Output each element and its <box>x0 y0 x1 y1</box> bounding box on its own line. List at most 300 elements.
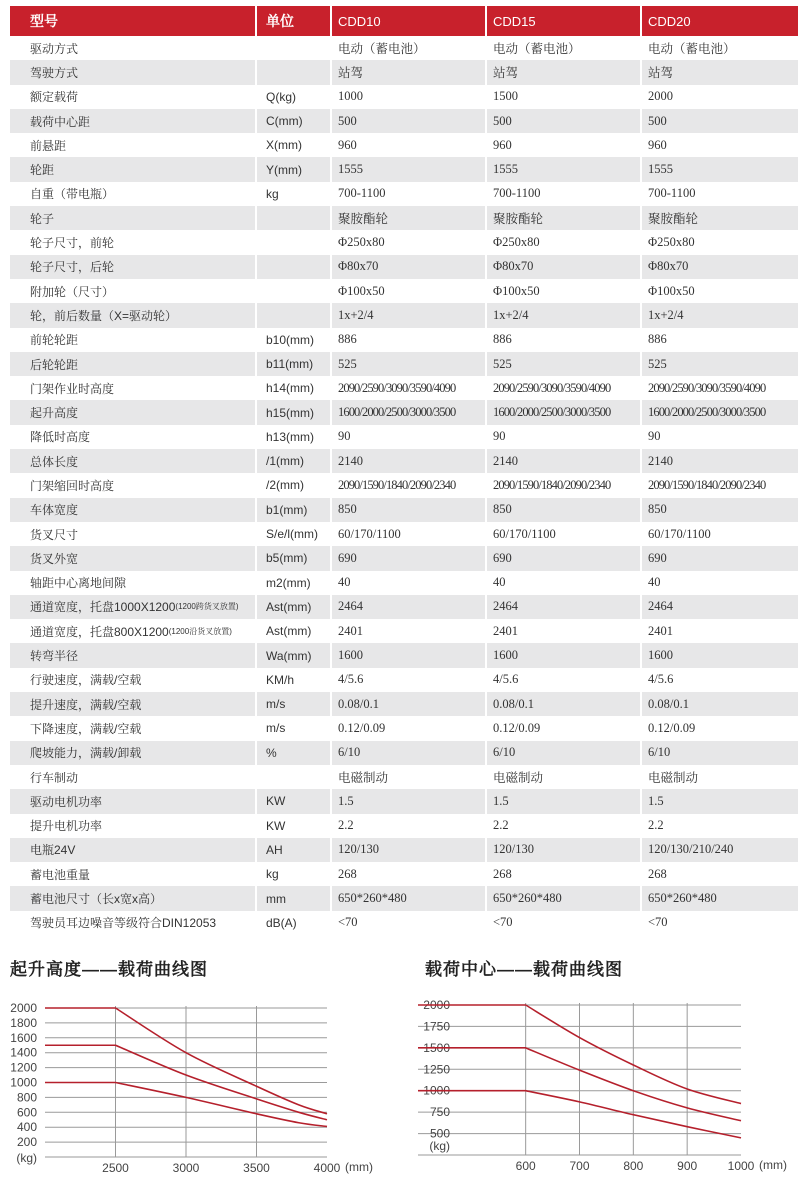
table-row <box>10 546 798 570</box>
table-row <box>10 498 798 522</box>
row-label <box>10 789 257 813</box>
row-value: 268 <box>648 866 667 881</box>
y-tick-label: 1600 <box>10 1030 37 1045</box>
table-row <box>10 133 798 157</box>
row-unit <box>257 279 332 303</box>
row-value: 886 <box>332 328 487 352</box>
row-label <box>10 133 257 157</box>
row-value: 690 <box>487 546 642 570</box>
row-label-text: 轮子 <box>30 211 55 226</box>
y-tick-label: 1000 <box>423 1083 450 1098</box>
row-value: 850 <box>487 498 642 522</box>
row-value: 690 <box>332 546 487 570</box>
row-value: 聚胺酯轮 <box>332 206 487 230</box>
row-value: 960 <box>487 133 642 157</box>
header-model-label: 型号 <box>10 6 257 36</box>
row-value: 120/130 <box>487 838 642 862</box>
table-row <box>10 279 798 303</box>
table-row <box>10 182 798 206</box>
table-row <box>10 814 798 838</box>
row-label <box>10 473 257 497</box>
row-value: 聚胺酯轮 <box>487 206 642 230</box>
row-value: 2.2 <box>487 814 642 838</box>
row-value: 960 <box>332 133 487 157</box>
row-value: 2464 <box>332 595 487 619</box>
row-value: 700-1100 <box>332 182 487 206</box>
row-value: 120/130 <box>332 838 487 862</box>
row-value: 1.5 <box>642 789 798 813</box>
table-row <box>10 619 798 643</box>
row-label-text: 附加轮（尺寸） <box>30 284 115 299</box>
row-label <box>10 279 257 303</box>
row-value: 2090/1590/1840/2090/2340 <box>487 473 642 497</box>
row-value: 850 <box>642 498 798 522</box>
row-unit <box>257 60 332 84</box>
row-value: 站驾 <box>332 60 487 84</box>
row-value: 0.12/0.09 <box>487 716 642 740</box>
row-label-text: 驾驶员耳边噪音等级符合DIN12053 <box>30 916 217 931</box>
row-value: 650*260*480 <box>332 886 487 910</box>
row-value: 1500 <box>487 85 642 109</box>
row-label-text: 轴距中心离地间隙 <box>30 576 127 591</box>
row-label <box>10 814 257 838</box>
row-value: 2401 <box>648 623 673 638</box>
table-row <box>10 230 798 254</box>
row-value: 60/170/1100 <box>648 526 711 541</box>
row-value: 886 <box>487 328 642 352</box>
row-unit: Wa(mm) <box>257 643 332 667</box>
row-value: 0.08/0.1 <box>642 692 798 716</box>
row-label <box>10 376 257 400</box>
table-row <box>10 595 798 619</box>
row-value: 1.5 <box>487 789 642 813</box>
table-row <box>10 352 798 376</box>
row-unit: m/s <box>257 692 332 716</box>
row-value: 40 <box>332 571 487 595</box>
row-value: 0.08/0.1 <box>487 692 642 716</box>
row-label <box>10 352 257 376</box>
row-value: 60/170/1100 <box>332 522 487 546</box>
row-label-note: (1200沿货叉放置) <box>168 626 232 636</box>
row-label <box>10 85 257 109</box>
row-label-text: 轮子尺寸，后轮 <box>30 260 115 275</box>
row-label-text: 行车制动 <box>30 770 79 785</box>
row-unit: m/s <box>257 716 332 740</box>
row-value: 90 <box>487 425 642 449</box>
row-unit: h14(mm) <box>257 376 332 400</box>
row-value: 886 <box>648 332 667 347</box>
row-value: 525 <box>332 352 487 376</box>
y-tick-label: 750 <box>429 1105 450 1120</box>
table-row <box>10 400 798 424</box>
row-value: <70 <box>487 911 642 935</box>
row-unit: m2(mm) <box>257 571 332 595</box>
x-tick-label: 3000 <box>172 1161 200 1175</box>
row-value: 90 <box>648 429 661 444</box>
row-value: 聚胺酯轮 <box>642 206 798 230</box>
row-label-text: 驾驶方式 <box>30 65 79 80</box>
row-value: 1x+2/4 <box>487 303 642 327</box>
row-label <box>10 36 257 60</box>
row-unit: Y(mm) <box>257 157 332 181</box>
row-label <box>10 182 257 206</box>
row-unit: Ast(mm) <box>257 595 332 619</box>
x-tick-label: 800 <box>623 1159 644 1173</box>
row-label-text: 轮，前后数量（X=驱动轮） <box>30 308 178 323</box>
row-label-text: 提升速度，满载/空载 <box>30 697 142 712</box>
row-label <box>10 765 257 789</box>
row-label <box>10 668 257 692</box>
x-axis-label: (mm) <box>759 1158 787 1172</box>
row-label <box>10 838 257 862</box>
row-label-text: 驱动方式 <box>30 41 79 56</box>
row-value: Φ250x80 <box>648 235 695 250</box>
row-value: 1555 <box>642 157 798 181</box>
header-cdd20: CDD20 <box>642 6 798 36</box>
row-value: 700-1100 <box>487 182 642 206</box>
row-value: 电磁制动 <box>648 771 699 786</box>
row-value: 500 <box>332 109 487 133</box>
row-value: Φ80x70 <box>332 255 487 279</box>
x-tick-label: 900 <box>677 1159 698 1173</box>
row-label-text: 起升高度 <box>30 406 79 421</box>
row-label <box>10 619 257 643</box>
row-value: <70 <box>648 915 668 930</box>
row-value: 0.08/0.1 <box>332 692 487 716</box>
table-row <box>10 668 798 692</box>
row-label <box>10 741 257 765</box>
row-value: 2090/2590/3090/3590/4090 <box>332 376 487 400</box>
row-label-note: (1200跨货叉放置) <box>175 602 239 612</box>
row-unit: % <box>257 741 332 765</box>
row-label-text: 货叉尺寸 <box>30 527 79 542</box>
row-value: 525 <box>642 352 798 376</box>
lift-height-load-chart <box>0 990 380 1190</box>
table-row <box>10 716 798 740</box>
row-unit: S/e/l(mm) <box>257 522 332 546</box>
row-label-text: 通道宽度，托盘800X1200 <box>30 624 169 639</box>
row-label <box>10 886 257 910</box>
row-label-text: 前轮轮距 <box>30 333 79 348</box>
row-value: 2140 <box>487 449 642 473</box>
row-label-text: 提升电机功率 <box>30 819 103 834</box>
table-row <box>10 328 798 352</box>
y-tick-label: 2000 <box>10 1001 37 1015</box>
row-unit <box>257 36 332 60</box>
row-unit: mm <box>257 886 332 910</box>
row-value: 1555 <box>487 157 642 181</box>
row-unit: h13(mm) <box>257 425 332 449</box>
row-unit: b10(mm) <box>257 328 332 352</box>
row-value: Φ100x50 <box>487 279 642 303</box>
row-value: Φ100x50 <box>648 283 695 298</box>
row-value: 1600/2000/2500/3000/3500 <box>332 400 487 424</box>
header-unit-label: 单位 <box>257 6 332 36</box>
table-row <box>10 376 798 400</box>
row-value: 2464 <box>642 595 798 619</box>
y-tick-label: 2000 <box>423 998 450 1012</box>
row-value: Φ250x80 <box>332 230 487 254</box>
left-chart-title: 起升高度——载荷曲线图 <box>10 960 208 979</box>
row-value: 2140 <box>332 449 487 473</box>
row-value: 1x+2/4 <box>332 303 487 327</box>
x-tick-label: 3500 <box>243 1161 270 1175</box>
row-unit: KM/h <box>257 668 332 692</box>
table-row <box>10 765 798 789</box>
y-tick-label: 1800 <box>10 1015 37 1030</box>
y-tick-label: 1500 <box>423 1040 450 1055</box>
row-label-text: 车体宽度 <box>30 503 79 518</box>
row-value: 2000 <box>648 89 673 104</box>
row-unit: kg <box>257 862 332 886</box>
row-unit: kg <box>257 182 332 206</box>
row-label <box>10 255 257 279</box>
y-tick-label: 1400 <box>10 1045 37 1060</box>
row-label-text: 降低时高度 <box>30 430 91 445</box>
row-value: 960 <box>648 137 667 152</box>
row-value: 268 <box>332 862 487 886</box>
row-unit: KW <box>257 789 332 813</box>
row-unit <box>257 230 332 254</box>
row-label-text: 总体长度 <box>30 454 79 469</box>
row-unit <box>257 206 332 230</box>
row-value: 1600/2000/2500/3000/3500 <box>487 400 642 424</box>
row-value: 2090/1590/1840/2090/2340 <box>648 477 766 492</box>
x-tick-label: 4000 <box>313 1161 341 1175</box>
row-label-text: 驱动电机功率 <box>30 794 103 809</box>
row-unit <box>257 303 332 327</box>
row-label-text: 额定载荷 <box>30 90 79 105</box>
spec-table <box>10 6 798 935</box>
row-label <box>10 230 257 254</box>
row-label <box>10 522 257 546</box>
row-value: 40 <box>648 575 661 590</box>
row-value: 4/5.6 <box>487 668 642 692</box>
row-unit: X(mm) <box>257 133 332 157</box>
row-label <box>10 303 257 327</box>
table-row <box>10 255 798 279</box>
row-value: 650*260*480 <box>487 886 642 910</box>
table-row <box>10 838 798 862</box>
row-value: 站驾 <box>642 60 798 84</box>
row-label-text: 行驶速度，满载/空载 <box>30 673 142 688</box>
row-label-text: 电瓶24V <box>30 843 76 858</box>
y-axis-label: (kg) <box>16 1151 37 1165</box>
row-unit: C(mm) <box>257 109 332 133</box>
row-value: 90 <box>332 425 487 449</box>
row-label-text: 转弯半径 <box>30 649 79 664</box>
row-label-text: 爬坡能力，满载/卸载 <box>30 746 142 761</box>
header-cdd10: CDD10 <box>332 6 487 36</box>
x-tick-label: 700 <box>569 1159 590 1173</box>
table-row <box>10 522 798 546</box>
row-value: 500 <box>642 109 798 133</box>
row-label <box>10 328 257 352</box>
row-value: 4/5.6 <box>648 672 674 687</box>
row-value: 2401 <box>332 619 487 643</box>
row-label-text: 门架作业时高度 <box>30 381 115 396</box>
row-label-text: 自重（带电瓶） <box>30 187 115 202</box>
y-tick-label: 500 <box>429 1126 450 1141</box>
row-value: 268 <box>487 862 642 886</box>
row-value: 2090/2590/3090/3590/4090 <box>487 376 642 400</box>
load-center-load-chart <box>405 990 785 1190</box>
row-value: 2090/1590/1840/2090/2340 <box>332 473 487 497</box>
row-label <box>10 911 257 935</box>
table-row <box>10 473 798 497</box>
row-unit: Q(kg) <box>257 85 332 109</box>
row-label-text: 门架缩回时高度 <box>30 478 115 493</box>
row-value: 1600 <box>332 643 487 667</box>
row-value: 0.12/0.09 <box>648 720 696 735</box>
row-unit <box>257 765 332 789</box>
table-row <box>10 789 798 813</box>
row-value: 6/10 <box>642 741 798 765</box>
row-value: 电动（蓄电池） <box>332 36 487 60</box>
x-tick-label: 1000 <box>727 1159 755 1173</box>
row-value: 2090/2590/3090/3590/4090 <box>648 380 766 395</box>
row-unit: b5(mm) <box>257 546 332 570</box>
table-row <box>10 449 798 473</box>
row-value: 2401 <box>487 619 642 643</box>
row-label <box>10 498 257 522</box>
row-label-text: 货叉外宽 <box>30 551 79 566</box>
table-header <box>10 6 798 36</box>
row-label-text: 蓄电池尺寸（长x宽x高） <box>30 892 163 907</box>
row-unit: /2(mm) <box>257 473 332 497</box>
row-label <box>10 109 257 133</box>
row-value: 650*260*480 <box>642 886 798 910</box>
table-row <box>10 862 798 886</box>
row-value: 2140 <box>642 449 798 473</box>
table-row <box>10 206 798 230</box>
row-unit: b11(mm) <box>257 352 332 376</box>
row-label <box>10 862 257 886</box>
row-label <box>10 425 257 449</box>
table-row <box>10 571 798 595</box>
table-row <box>10 36 798 60</box>
row-value: 850 <box>332 498 487 522</box>
table-row <box>10 60 798 84</box>
row-value: 电动（蓄电池） <box>487 36 642 60</box>
table-row <box>10 643 798 667</box>
y-tick-label: 1200 <box>10 1060 37 1075</box>
row-label <box>10 546 257 570</box>
row-value: 700-1100 <box>648 186 696 201</box>
row-label <box>10 571 257 595</box>
row-value: 2464 <box>487 595 642 619</box>
y-tick-label: 400 <box>16 1120 37 1135</box>
row-value: 0.12/0.09 <box>332 716 487 740</box>
row-label-text: 载荷中心距 <box>30 114 91 129</box>
row-value: 电磁制动 <box>487 765 642 789</box>
table-row <box>10 157 798 181</box>
row-label <box>10 595 257 619</box>
table-row <box>10 886 798 910</box>
table-row <box>10 692 798 716</box>
row-unit <box>257 255 332 279</box>
table-body <box>10 36 798 935</box>
right-chart-title: 载荷中心——载荷曲线图 <box>425 960 623 979</box>
row-value: 站驾 <box>487 60 642 84</box>
row-label <box>10 692 257 716</box>
row-unit: h15(mm) <box>257 400 332 424</box>
table-row <box>10 741 798 765</box>
row-value: 120/130/210/240 <box>642 838 798 862</box>
table-row <box>10 425 798 449</box>
row-value: 1600/2000/2500/3000/3500 <box>642 400 798 424</box>
row-value: 6/10 <box>332 741 487 765</box>
x-axis-label: (mm) <box>345 1160 373 1174</box>
row-value: 电磁制动 <box>332 765 487 789</box>
y-tick-label: 200 <box>16 1135 37 1150</box>
row-value: 1.5 <box>332 789 487 813</box>
row-label <box>10 643 257 667</box>
row-label <box>10 60 257 84</box>
row-value: Φ80x70 <box>642 255 798 279</box>
row-label-text: 前悬距 <box>30 138 67 153</box>
row-label <box>10 716 257 740</box>
row-value: 2.2 <box>332 814 487 838</box>
row-value: 1600 <box>642 643 798 667</box>
header-cdd15: CDD15 <box>487 6 642 36</box>
row-unit: dB(A) <box>257 911 332 935</box>
table-row <box>10 303 798 327</box>
x-tick-label: 600 <box>515 1159 536 1173</box>
y-tick-label: 1750 <box>423 1019 450 1034</box>
row-value: <70 <box>332 911 487 935</box>
row-value: 500 <box>487 109 642 133</box>
row-label <box>10 400 257 424</box>
row-value: 6/10 <box>487 741 642 765</box>
row-unit: AH <box>257 838 332 862</box>
table-row <box>10 85 798 109</box>
row-label <box>10 449 257 473</box>
row-value: 40 <box>487 571 642 595</box>
row-value: 1555 <box>332 157 487 181</box>
row-label <box>10 206 257 230</box>
row-value: Φ250x80 <box>487 230 642 254</box>
row-unit: KW <box>257 814 332 838</box>
row-value: 525 <box>487 352 642 376</box>
row-value: 690 <box>642 546 798 570</box>
row-value: 1600 <box>487 643 642 667</box>
row-label-text: 后轮轮距 <box>30 357 79 372</box>
row-label-text: 轮距 <box>30 163 55 178</box>
row-label-text: 蓄电池重量 <box>30 867 91 882</box>
row-unit: Ast(mm) <box>257 619 332 643</box>
row-unit: b1(mm) <box>257 498 332 522</box>
row-value: 1000 <box>332 85 487 109</box>
row-value: 2.2 <box>648 818 664 833</box>
row-value: Φ80x70 <box>487 255 642 279</box>
x-tick-label: 2500 <box>102 1161 129 1175</box>
table-row <box>10 109 798 133</box>
row-value: 60/170/1100 <box>487 522 642 546</box>
row-label-text: 通道宽度，托盘1000X1200 <box>30 600 176 615</box>
y-tick-label: 800 <box>16 1090 37 1105</box>
y-tick-label: 600 <box>16 1105 37 1120</box>
row-value: 1x+2/4 <box>642 303 798 327</box>
row-value: 4/5.6 <box>332 668 487 692</box>
row-value: Φ100x50 <box>332 279 487 303</box>
y-axis-label: (kg) <box>429 1139 450 1153</box>
row-label-text: 轮子尺寸，前轮 <box>30 236 115 251</box>
row-label <box>10 157 257 181</box>
table-row <box>10 911 798 935</box>
y-tick-label: 1250 <box>423 1062 450 1077</box>
y-tick-label: 1000 <box>10 1075 37 1090</box>
